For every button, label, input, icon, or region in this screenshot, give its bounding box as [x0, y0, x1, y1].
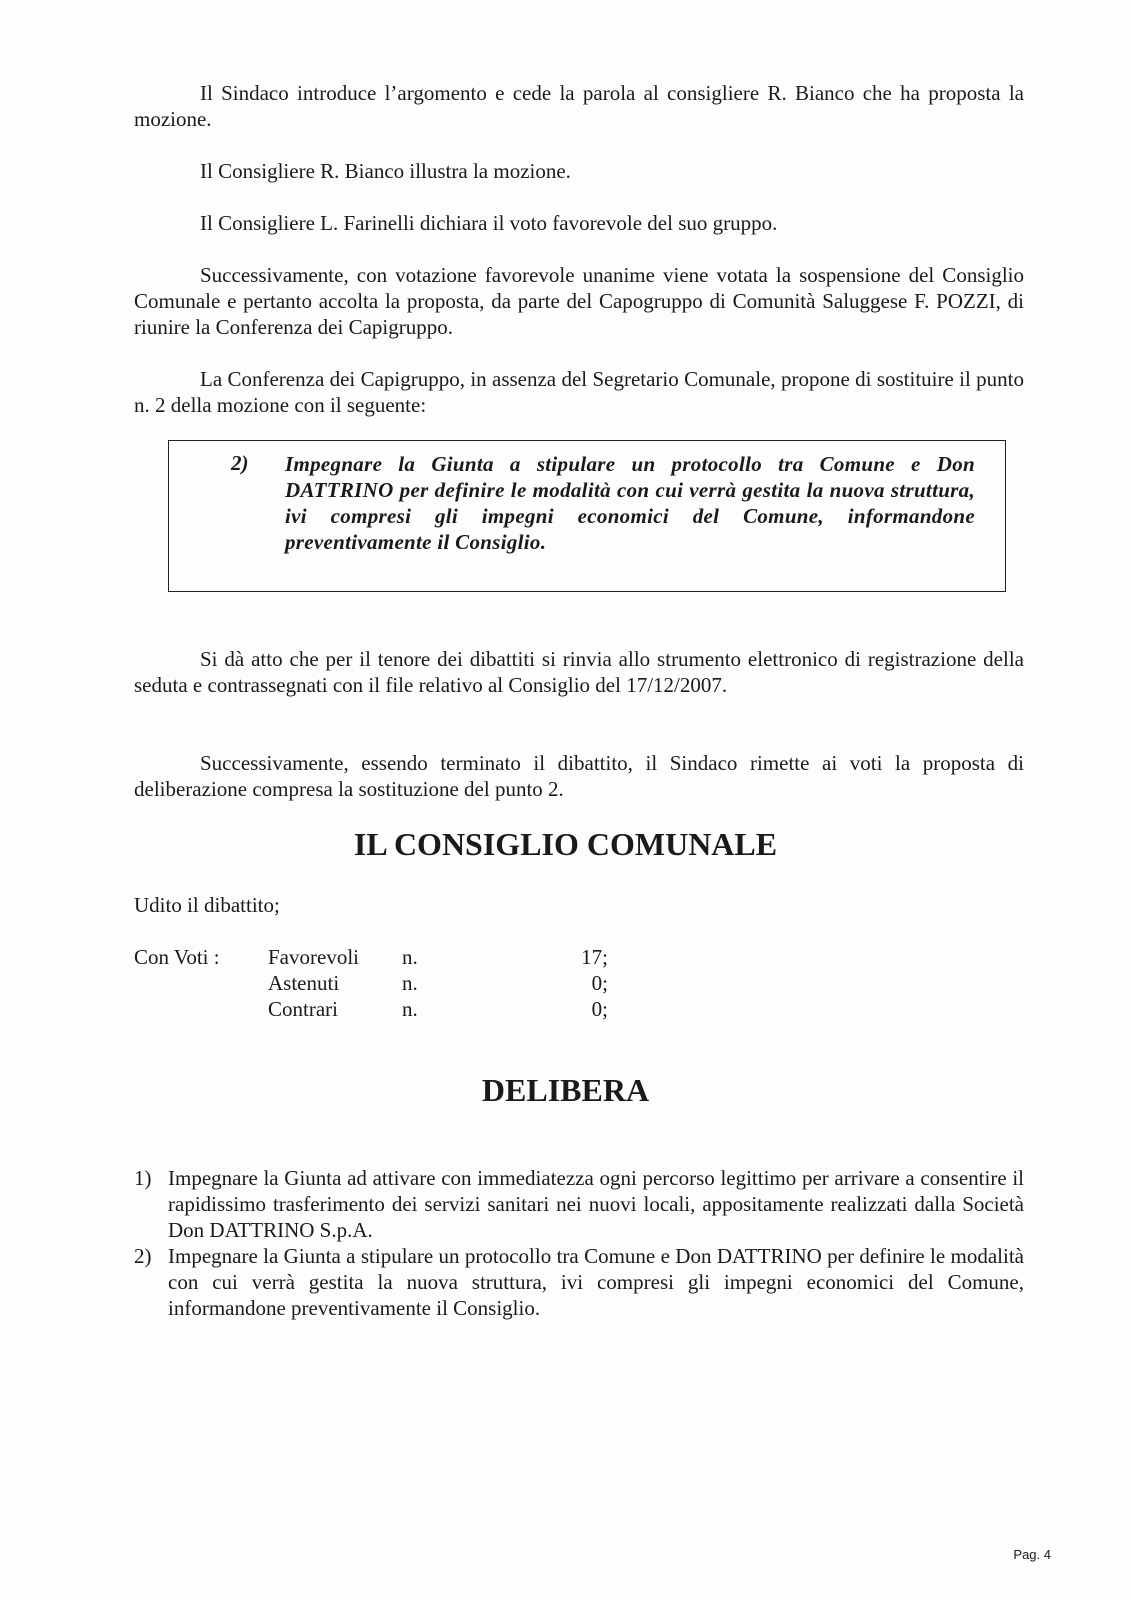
votes-row-name: Astenuti [268, 971, 340, 995]
votes-row [268, 944, 608, 970]
paragraph-conferenza: La Conferenza dei Capigruppo, in assenza del Segretario Comunale, propone di sostituire il punto n. 2 della mozione con il seguente: [134, 367, 1024, 417]
amendment-number: 2) [231, 451, 249, 475]
list-item-text: Impegnare la Giunta ad attivare con immediatezza ogni percorso legittimo per arrivare a consentire il rapidissimo trasferimento dei servizi sanitari nei nuovi locali, appositamente realizzati dalla Società Don DATTRINO S.p.A. [168, 1166, 1024, 1242]
list-item [134, 1243, 1024, 1321]
list-item [134, 1165, 1024, 1243]
votes-row-n: n. [402, 945, 418, 969]
amendment-text: Impegnare la Giunta a stipulare un protocollo tra Comune e Don DATTRINO per definire le modalità con cui verrà gestita la nuova struttura, ivi compresi gli impegni economici del Comune, informandone preventivamente il Consiglio. [285, 452, 975, 554]
votes-row-value: 17; [581, 945, 608, 969]
paragraph-farinelli: Il Consigliere L. Farinelli dichiara il voto favorevole del suo gruppo. [200, 211, 778, 235]
votes-row-name: Contrari [268, 997, 338, 1021]
council-heading: IL CONSIGLIO COMUNALE [353, 826, 778, 862]
votes-row-n: n. [402, 997, 418, 1021]
paragraph-intro: Il Sindaco introduce l’argomento e cede la parola al consigliere R. Bianco che ha proposta la mozione. [134, 81, 1024, 131]
list-item-index: 1) [134, 1166, 152, 1190]
resolution-list [134, 1165, 1024, 1321]
amendment-box [168, 440, 1006, 592]
delibera-heading: DELIBERA [481, 1072, 650, 1108]
paragraph-sospensione: Successivamente, con votazione favorevole unanime viene votata la sospensione del Consiglio Comunale e pertanto accolta la proposta, da parte del Capogruppo di Comunità Saluggese F. POZZI, di riunire la Conferenza dei Capigruppo. [134, 263, 1024, 339]
list-item-text: Impegnare la Giunta a stipulare un protocollo tra Comune e Don DATTRINO per definire le modalità con cui verrà gestita la nuova struttura, ivi compresi gli impegni economici del Comune, informandone preventivamente il Consiglio. [168, 1244, 1024, 1320]
page-number: Pag. 4 [1013, 1547, 1051, 1562]
votes-row-n: n. [402, 971, 418, 995]
list-item-index: 2) [134, 1244, 152, 1268]
paragraph-voti: Successivamente, essendo terminato il dibattito, il Sindaco rimette ai voti la proposta di deliberazione compresa la sostituzione del punto 2. [134, 751, 1024, 801]
votes-row [268, 996, 608, 1022]
votes-row-value: 0; [591, 971, 608, 995]
votes-row-name: Favorevoli [268, 945, 359, 969]
votes-label: Con Voti : [134, 945, 220, 969]
paragraph-bianco: Il Consigliere R. Bianco illustra la mozione. [200, 159, 571, 183]
votes-row [268, 970, 608, 996]
paragraph-udito: Udito il dibattito; [134, 893, 280, 917]
paragraph-registrazione: Si dà atto che per il tenore dei dibattiti si rinvia allo strumento elettronico di registrazione della seduta e contrassegnati con il file relativo al Consiglio del 17/12/2007. [134, 647, 1024, 697]
votes-row-value: 0; [591, 997, 608, 1021]
